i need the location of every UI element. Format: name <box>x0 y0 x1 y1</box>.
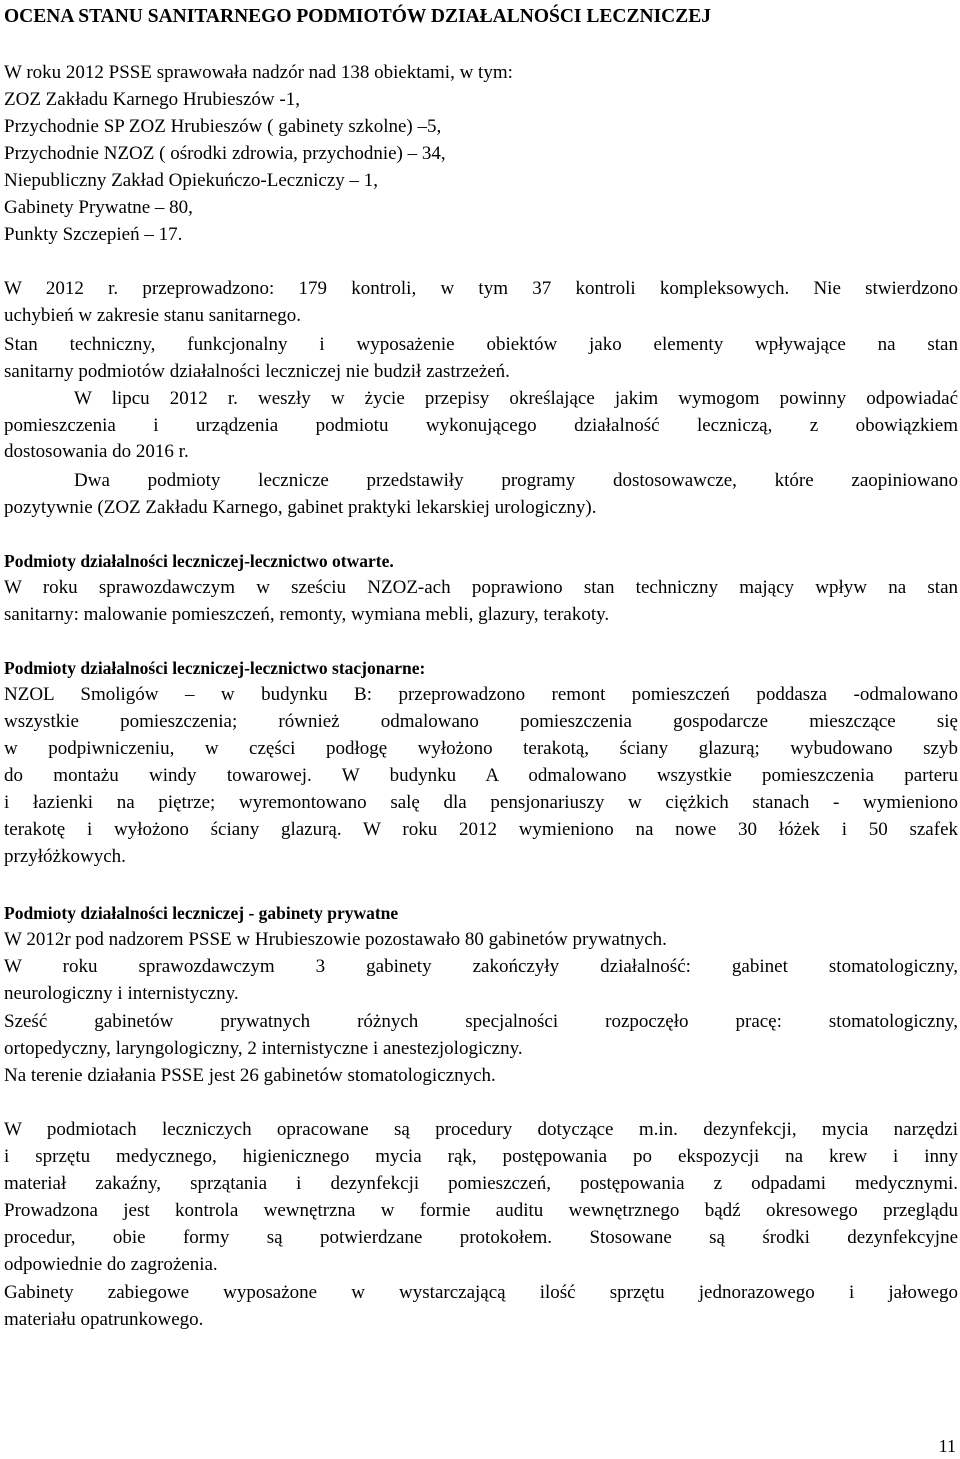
intro-paragraph <box>4 59 958 248</box>
tech-paragraph <box>4 332 958 385</box>
tech-line: sanitarny podmiotów działalności leczniczej nie budził zastrzeżeń. <box>4 360 510 382</box>
stationary-line: NZOL Smoligów – w budynku B: przeprowadzono remont pomieszczeń poddasza -odmalowano <box>4 684 958 705</box>
private-line: W roku sprawozdawczym 3 gabinety zakończyły działalność: gabinet stomatologiczny, <box>4 956 958 977</box>
july-line: pomieszczenia i urządzenia podmiotu wykonującego działalność leczniczą, z obowiązkiem <box>4 414 958 436</box>
intro-line: Niepubliczny Zakład Opiekuńczo-Leczniczy – 1, <box>4 170 379 191</box>
intro-line: ZOZ Zakładu Karnego Hrubieszów -1, <box>4 89 300 110</box>
open-section <box>4 548 958 575</box>
procedures-line: procedur, obie formy są potwierdzane protokołem. Stosowane są środki dezynfekcyjne <box>4 1227 958 1248</box>
intro-line: Przychodnie NZOZ ( ośrodki zdrowia, przychodnie) – 34, <box>4 143 446 164</box>
dressing-paragraph <box>4 1279 958 1333</box>
private-paragraph-1 <box>4 926 958 953</box>
programs-line: Dwa podmioty lecznicze przedstawiły programy dostosowawcze, które zaopiniowano <box>74 470 958 491</box>
procedures-line: odpowiednie do zagrożenia. <box>4 1254 218 1275</box>
private-line: Sześć gabinetów prywatnych różnych specjalności rozpoczęło pracę: stomatologiczny, <box>4 1011 958 1032</box>
intro-line: Punkty Szczepień – 17. <box>4 224 183 245</box>
dressing-line: materiału opatrunkowego. <box>4 1309 204 1330</box>
page-number: 11 <box>938 1436 956 1456</box>
stationary-section <box>4 655 958 682</box>
open-line: W roku sprawozdawczym w sześciu NZOZ-ach poprawiono stan techniczny mający wpływ na stan <box>4 577 958 598</box>
july-line: dostosowania do 2016 r. <box>4 441 189 462</box>
open-paragraph <box>4 574 958 628</box>
july-line: W lipcu 2012 r. weszły w życie przepisy określające jakim wymogom powinny odpowiadać <box>74 388 958 409</box>
private-paragraph-2 <box>4 953 958 1007</box>
private-paragraph-4 <box>4 1062 958 1089</box>
page-title: OCENA STANU SANITARNEGO PODMIOTÓW DZIAŁALNOŚCI LECZNICZEJ <box>4 6 711 27</box>
stationary-line: przyłóżkowych. <box>4 846 126 867</box>
procedures-line: i sprzętu medycznego, higienicznego mycia rąk, postępowania po ekspozycji na krew i inny <box>4 1146 958 1167</box>
tech-line: Stan techniczny, funkcjonalny i wyposażenie obiektów jako elementy wpływające na stan <box>4 334 958 355</box>
procedures-line: materiał zakaźny, sprzątania i dezynfekcji pomieszczeń, postępowania z odpadami medycznymi. <box>4 1173 958 1194</box>
stationary-line: wszystkie pomieszczenia; również odmalowano pomieszczenia gospodarcze mieszczące się <box>4 711 958 732</box>
private-line: neurologiczny i internistyczny. <box>4 983 239 1004</box>
stationary-line: i łazienki na piętrze; wyremontowano salę dla pensjonariuszy w ciężkich stanach - wymieniono <box>4 792 958 813</box>
july-paragraph <box>4 386 958 466</box>
intro-line: Gabinety Prywatne – 80, <box>4 197 193 218</box>
private-line: Na terenie działania PSSE jest 26 gabinetów stomatologicznych. <box>4 1065 496 1086</box>
programs-line: pozytywnie (ZOZ Zakładu Karnego, gabinet praktyki lekarskiej urologiczny). <box>4 496 597 518</box>
open-line: sanitarny: malowanie pomieszczeń, remonty, wymiana mebli, glazury, terakoty. <box>4 604 610 625</box>
stationary-line: terakotę i wyłożono ściany glazurą. W roku 2012 wymieniono na nowe 30 łóżek i 50 szafek <box>4 819 958 840</box>
controls-line: uchybień w zakresie stanu sanitarnego. <box>4 304 302 326</box>
procedures-paragraph <box>4 1116 958 1278</box>
stationary-line: w podpiwniczeniu, w części podłogę wyłożono terakotą, ściany glazurą; wybudowano szyb <box>4 738 958 759</box>
controls-line: W 2012 r. przeprowadzono: 179 kontroli, w tym 37 kontroli kompleksowych. Nie stwierdzono <box>4 278 958 299</box>
programs-paragraph <box>4 468 958 521</box>
procedures-line: W podmiotach leczniczych opracowane są procedury dotyczące m.in. dezynfekcji, mycia narzędzi <box>4 1119 958 1140</box>
stationary-line: do montażu windy towarowej. W budynku A odmalowano wszystkie pomieszczenia parteru <box>4 765 958 786</box>
controls-paragraph <box>4 276 958 329</box>
private-line: ortopedyczny, laryngologiczny, 2 internistyczne i anestezjologiczny. <box>4 1038 523 1059</box>
stationary-paragraph <box>4 681 958 870</box>
section-heading-open: Podmioty działalności leczniczej-lecznictwo otwarte. <box>4 551 394 571</box>
private-section <box>4 900 958 927</box>
private-line: W 2012r pod nadzorem PSSE w Hrubieszowie pozostawało 80 gabinetów prywatnych. <box>4 929 667 950</box>
procedures-line: Prowadzona jest kontrola wewnętrzna w formie auditu wewnętrznego bądź okresowego przeglądu <box>4 1200 958 1221</box>
section-heading-private: Podmioty działalności leczniczej - gabinety prywatne <box>4 903 399 923</box>
dressing-line: Gabinety zabiegowe wyposażone w wystarczającą ilość sprzętu jednorazowego i jałowego <box>4 1282 958 1303</box>
intro-line: Przychodnie SP ZOZ Hrubieszów ( gabinety szkolne) –5, <box>4 116 442 137</box>
section-heading-stationary: Podmioty działalności leczniczej-lecznictwo stacjonarne: <box>4 658 426 678</box>
intro-line: W roku 2012 PSSE sprawowała nadzór nad 138 obiektami, w tym: <box>4 62 513 83</box>
private-paragraph-3 <box>4 1008 958 1062</box>
